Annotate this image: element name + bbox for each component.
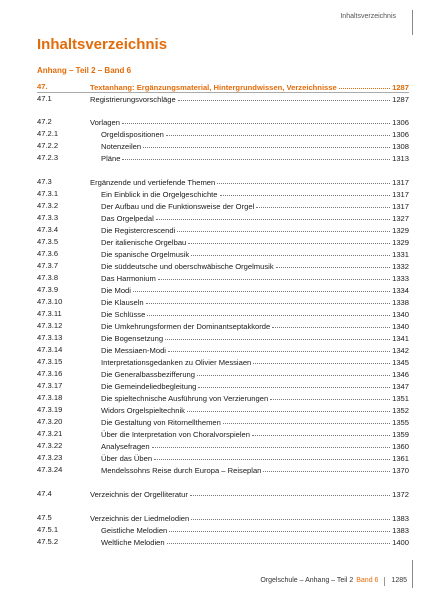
toc-leader-dots — [133, 283, 390, 292]
toc-leader-dots — [223, 415, 390, 424]
toc-entry-title: Das Orgelpedal — [101, 214, 154, 223]
toc-entry-line — [90, 488, 409, 500]
toc-leader-dots — [158, 271, 390, 280]
toc-entry[interactable] — [37, 404, 409, 415]
toc-entry-page: 1400 — [392, 538, 409, 547]
toc-entry-line — [101, 464, 409, 476]
toc-entry-page: 1306 — [392, 130, 409, 139]
toc-entry-number: 47.3.23 — [37, 453, 63, 462]
toc-entry-number: 47.2.2 — [37, 141, 59, 150]
toc-entry-line — [90, 93, 409, 105]
toc-entry[interactable] — [37, 116, 409, 127]
toc-leader-dots — [191, 511, 390, 520]
toc-entry-page: 1351 — [392, 394, 409, 403]
toc-entry-title: Textanhang: Ergänzungsmaterial, Hintergrundwissen, Verzeichnisse — [90, 83, 337, 92]
toc-entry-number: 47.3.13 — [37, 333, 63, 342]
toc-entry[interactable] — [37, 524, 409, 535]
toc-entry-number: 47.5.1 — [37, 525, 59, 534]
toc-entry[interactable] — [37, 296, 409, 307]
toc-entry-number: 47.3 — [37, 177, 52, 186]
toc-entry-number: 47.3.6 — [37, 249, 59, 258]
toc-entry[interactable] — [37, 416, 409, 427]
toc-entry-page: 1346 — [392, 370, 409, 379]
toc-entry[interactable] — [37, 272, 409, 283]
toc-leader-dots — [220, 187, 391, 196]
toc-entry-number: 47.3.1 — [37, 189, 59, 198]
toc-entry-title: Über das Üben — [101, 454, 153, 463]
toc-entry[interactable] — [37, 344, 409, 355]
toc-entry-title: Die Gemeindeliedbegleitung — [101, 382, 197, 391]
toc-entry-page: 1317 — [392, 178, 409, 187]
toc-entry[interactable] — [37, 176, 409, 187]
toc-entry-number: 47.1 — [37, 94, 52, 103]
toc-leader-dots — [253, 355, 390, 364]
toc-entry-page: 1341 — [392, 334, 409, 343]
toc-entry-title: Die Gestaltung von Ritornellthemen — [101, 418, 221, 427]
toc-entry-title: Notenzeilen — [101, 142, 142, 151]
toc-leader-dots — [252, 427, 390, 436]
toc-entry-number: 47.3.14 — [37, 345, 63, 354]
toc-entry[interactable] — [37, 200, 409, 211]
toc-entry[interactable] — [37, 440, 409, 451]
toc-entry-page: 1287 — [392, 95, 409, 104]
toc-entry-page: 1327 — [392, 214, 409, 223]
toc-leader-dots — [146, 295, 390, 304]
toc-leader-dots — [152, 439, 391, 448]
toc-leader-dots — [270, 391, 390, 400]
toc-entry-page: 1308 — [392, 142, 409, 151]
toc-entry[interactable] — [37, 308, 409, 319]
toc-entry[interactable] — [37, 224, 409, 235]
toc-entry-number: 47.3.12 — [37, 321, 63, 330]
toc-entry[interactable] — [37, 356, 409, 367]
toc-entry-title: Ergänzende und vertiefende Themen — [90, 178, 216, 187]
toc-entry-title: Analysefragen — [101, 442, 150, 451]
toc-leader-dots — [156, 211, 390, 220]
toc-entry-number: 47.4 — [37, 489, 52, 498]
toc-leader-dots — [167, 535, 390, 544]
toc-entry[interactable] — [37, 81, 409, 92]
toc-entry-title: Pläne — [101, 154, 121, 163]
running-head: Inhaltsverzeichnis — [340, 13, 396, 20]
toc-entry-title: Die Generalbassbezifferung — [101, 370, 195, 379]
toc-entry-title: Mendelssohns Reise durch Europa – Reiseplan — [101, 466, 262, 475]
toc-leader-dots — [166, 127, 390, 136]
toc-entry-number: 47.3.8 — [37, 273, 59, 282]
toc-entry[interactable] — [37, 392, 409, 403]
toc-entry-line — [101, 536, 409, 548]
toc-entry-page: 1383 — [392, 526, 409, 535]
toc-entry-number: 47.3.7 — [37, 261, 59, 270]
toc-entry[interactable] — [37, 260, 409, 271]
toc-entry[interactable] — [37, 248, 409, 259]
toc-entry-title: Geistliche Melodien — [101, 526, 168, 535]
toc-entry-number: 47.3.3 — [37, 213, 59, 222]
toc-entry[interactable] — [37, 152, 409, 163]
toc-entry-title: Weltliche Melodien — [101, 538, 165, 547]
toc-entry[interactable] — [37, 536, 409, 547]
toc-leader-dots — [198, 379, 390, 388]
toc-entry-page: 1287 — [392, 83, 409, 92]
toc-entry-page: 1329 — [392, 226, 409, 235]
toc-entry[interactable] — [37, 284, 409, 295]
toc-entry-title: Die spanische Orgelmusik — [101, 250, 190, 259]
toc-entry-number: 47. — [37, 82, 48, 91]
toc-entry[interactable] — [37, 140, 409, 151]
toc-entry-page: 1334 — [392, 286, 409, 295]
toc-entry-number: 47.3.22 — [37, 441, 63, 450]
toc-entry-number: 47.3.18 — [37, 393, 63, 402]
toc-entry-number: 47.3.15 — [37, 357, 63, 366]
toc-entry-title: Die Registercrescendi — [101, 226, 176, 235]
toc-entry[interactable] — [37, 452, 409, 463]
toc-entry-title: Die Bogensetzung — [101, 334, 164, 343]
toc-entry[interactable] — [37, 428, 409, 439]
page-title: Inhaltsverzeichnis — [37, 36, 168, 53]
toc-leader-dots — [122, 151, 390, 160]
toc-entry-page: 1342 — [392, 346, 409, 355]
toc-entry[interactable] — [37, 368, 409, 379]
toc-entry-number: 47.3.16 — [37, 369, 63, 378]
toc-entry-title: Die Messiaen-Modi — [101, 346, 166, 355]
toc-entry-page: 1329 — [392, 238, 409, 247]
footer-separator — [384, 577, 385, 586]
toc-leader-dots — [178, 92, 390, 101]
toc-entry-title: Die Schlüsse — [101, 310, 146, 319]
toc-entry-page: 1331 — [392, 250, 409, 259]
toc-entry-number: 47.3.10 — [37, 297, 63, 306]
toc-leader-dots — [256, 199, 390, 208]
toc-leader-dots — [147, 307, 390, 316]
toc-entry-page: 1345 — [392, 358, 409, 367]
toc-entry-page: 1360 — [392, 442, 409, 451]
toc-entry-page: 1317 — [392, 190, 409, 199]
toc-entry[interactable] — [37, 512, 409, 523]
toc-leader-dots — [190, 487, 390, 496]
toc-entry-number: 47.3.11 — [37, 309, 62, 318]
toc-entry-title: Das Harmonium — [101, 274, 156, 283]
toc-entry-number: 47.3.17 — [37, 381, 63, 390]
toc-leader-dots — [143, 139, 390, 148]
toc-entry-title: Vorlagen — [90, 118, 120, 127]
toc-entry-number: 47.3.24 — [37, 465, 63, 474]
toc-leader-dots — [217, 175, 390, 184]
toc-entry-page: 1370 — [392, 466, 409, 475]
page-footer — [260, 577, 407, 586]
toc-leader-dots — [188, 235, 390, 244]
toc-entry-title: Registrierungsvorschläge — [90, 95, 176, 104]
toc-entry-page: 1338 — [392, 298, 409, 307]
header-rule — [412, 10, 413, 35]
toc-entry-number: 47.3.21 — [37, 429, 63, 438]
toc-entry-number: 47.3.19 — [37, 405, 63, 414]
toc-entry-number: 47.2 — [37, 117, 52, 126]
toc-entry-page: 1359 — [392, 430, 409, 439]
toc-entry-page: 1333 — [392, 274, 409, 283]
toc-entry-title: Ein Einblick in die Orgelgeschichte — [101, 190, 218, 199]
toc-entry-title: Interpretationsgedanken zu Olivier Messiaen — [101, 358, 252, 367]
toc-entry[interactable] — [37, 320, 409, 331]
toc-entry-title: Widors Orgelspieltechnik — [101, 406, 185, 415]
toc-entry-page: 1332 — [392, 262, 409, 271]
toc-leader-dots — [122, 115, 390, 124]
toc-entry-title: Über die Interpretation von Choralvorspielen — [101, 430, 251, 439]
toc-leader-dots — [197, 367, 390, 376]
toc-leader-dots — [154, 451, 390, 460]
toc-entry-number: 47.5.2 — [37, 537, 59, 546]
toc-entry-number: 47.3.5 — [37, 237, 59, 246]
toc-entry-number: 47.2.1 — [37, 129, 59, 138]
toc-entry[interactable] — [37, 188, 409, 199]
toc-entry-page: 1352 — [392, 406, 409, 415]
toc-entry-page: 1361 — [392, 454, 409, 463]
toc-entry-title: Die Modi — [101, 286, 131, 295]
toc-entry[interactable] — [37, 128, 409, 139]
toc-leader-dots — [339, 80, 390, 89]
toc-entry-page: 1372 — [392, 490, 409, 499]
toc-entry[interactable] — [37, 93, 409, 104]
toc-entry-number: 47.3.9 — [37, 285, 59, 294]
toc-entry-page: 1313 — [392, 154, 409, 163]
toc-entry[interactable] — [37, 236, 409, 247]
footer-book-title: Orgelschule – Anhang – Teil 2 — [260, 577, 354, 584]
toc-leader-dots — [168, 343, 390, 352]
toc-leader-dots — [191, 247, 390, 256]
footer-rule — [412, 560, 413, 588]
toc-entry-number: 47.3.4 — [37, 225, 59, 234]
toc-entry-title: Verzeichnis der Orgelliteratur — [90, 490, 188, 499]
toc-entry-page: 1383 — [392, 514, 409, 523]
toc-entry-page: 1340 — [392, 322, 409, 331]
toc-entry-title: Die Umkehrungsformen der Dominantseptakkorde — [101, 322, 271, 331]
toc-entry-title: Die spieltechnische Ausführung von Verzierungen — [101, 394, 269, 403]
footer-band: Band 6 — [356, 577, 379, 584]
toc-entry[interactable] — [37, 332, 409, 343]
toc-entry-title: Verzeichnis der Liedmelodien — [90, 514, 190, 523]
part-subtitle: Anhang – Teil 2 – Band 6 — [37, 66, 132, 75]
toc-leader-dots — [187, 403, 390, 412]
toc-entry-number: 47.5 — [37, 513, 52, 522]
toc-entry-page: 1347 — [392, 382, 409, 391]
toc-leader-dots — [169, 523, 390, 532]
toc-entry[interactable] — [37, 212, 409, 223]
toc-leader-dots — [177, 223, 390, 232]
toc-entry-page: 1317 — [392, 202, 409, 211]
toc-entry-number: 47.3.2 — [37, 201, 59, 210]
toc-leader-dots — [272, 319, 390, 328]
toc-entry-page: 1340 — [392, 310, 409, 319]
toc-entry[interactable] — [37, 380, 409, 391]
toc-entry-page: 1306 — [392, 118, 409, 127]
toc-leader-dots — [276, 259, 390, 268]
toc-entry-title: Der italienische Orgelbau — [101, 238, 187, 247]
toc-entry-number: 47.3.20 — [37, 417, 63, 426]
toc-leader-dots — [165, 331, 390, 340]
toc-leader-dots — [263, 463, 390, 472]
toc-entry-line — [101, 152, 409, 164]
toc-entry-number: 47.2.3 — [37, 153, 59, 162]
page-number: 1285 — [391, 577, 407, 584]
toc-entry[interactable] — [37, 464, 409, 475]
toc-entry-title: Die süddeutsche und oberschwäbische Orgelmusik — [101, 262, 274, 271]
toc-entry-title: Orgeldispositionen — [101, 130, 164, 139]
toc-entry[interactable] — [37, 488, 409, 499]
toc-entry-page: 1355 — [392, 418, 409, 427]
toc-entry-title: Der Aufbau und die Funktionsweise der Orgel — [101, 202, 255, 211]
toc-entry-title: Die Klauseln — [101, 298, 144, 307]
